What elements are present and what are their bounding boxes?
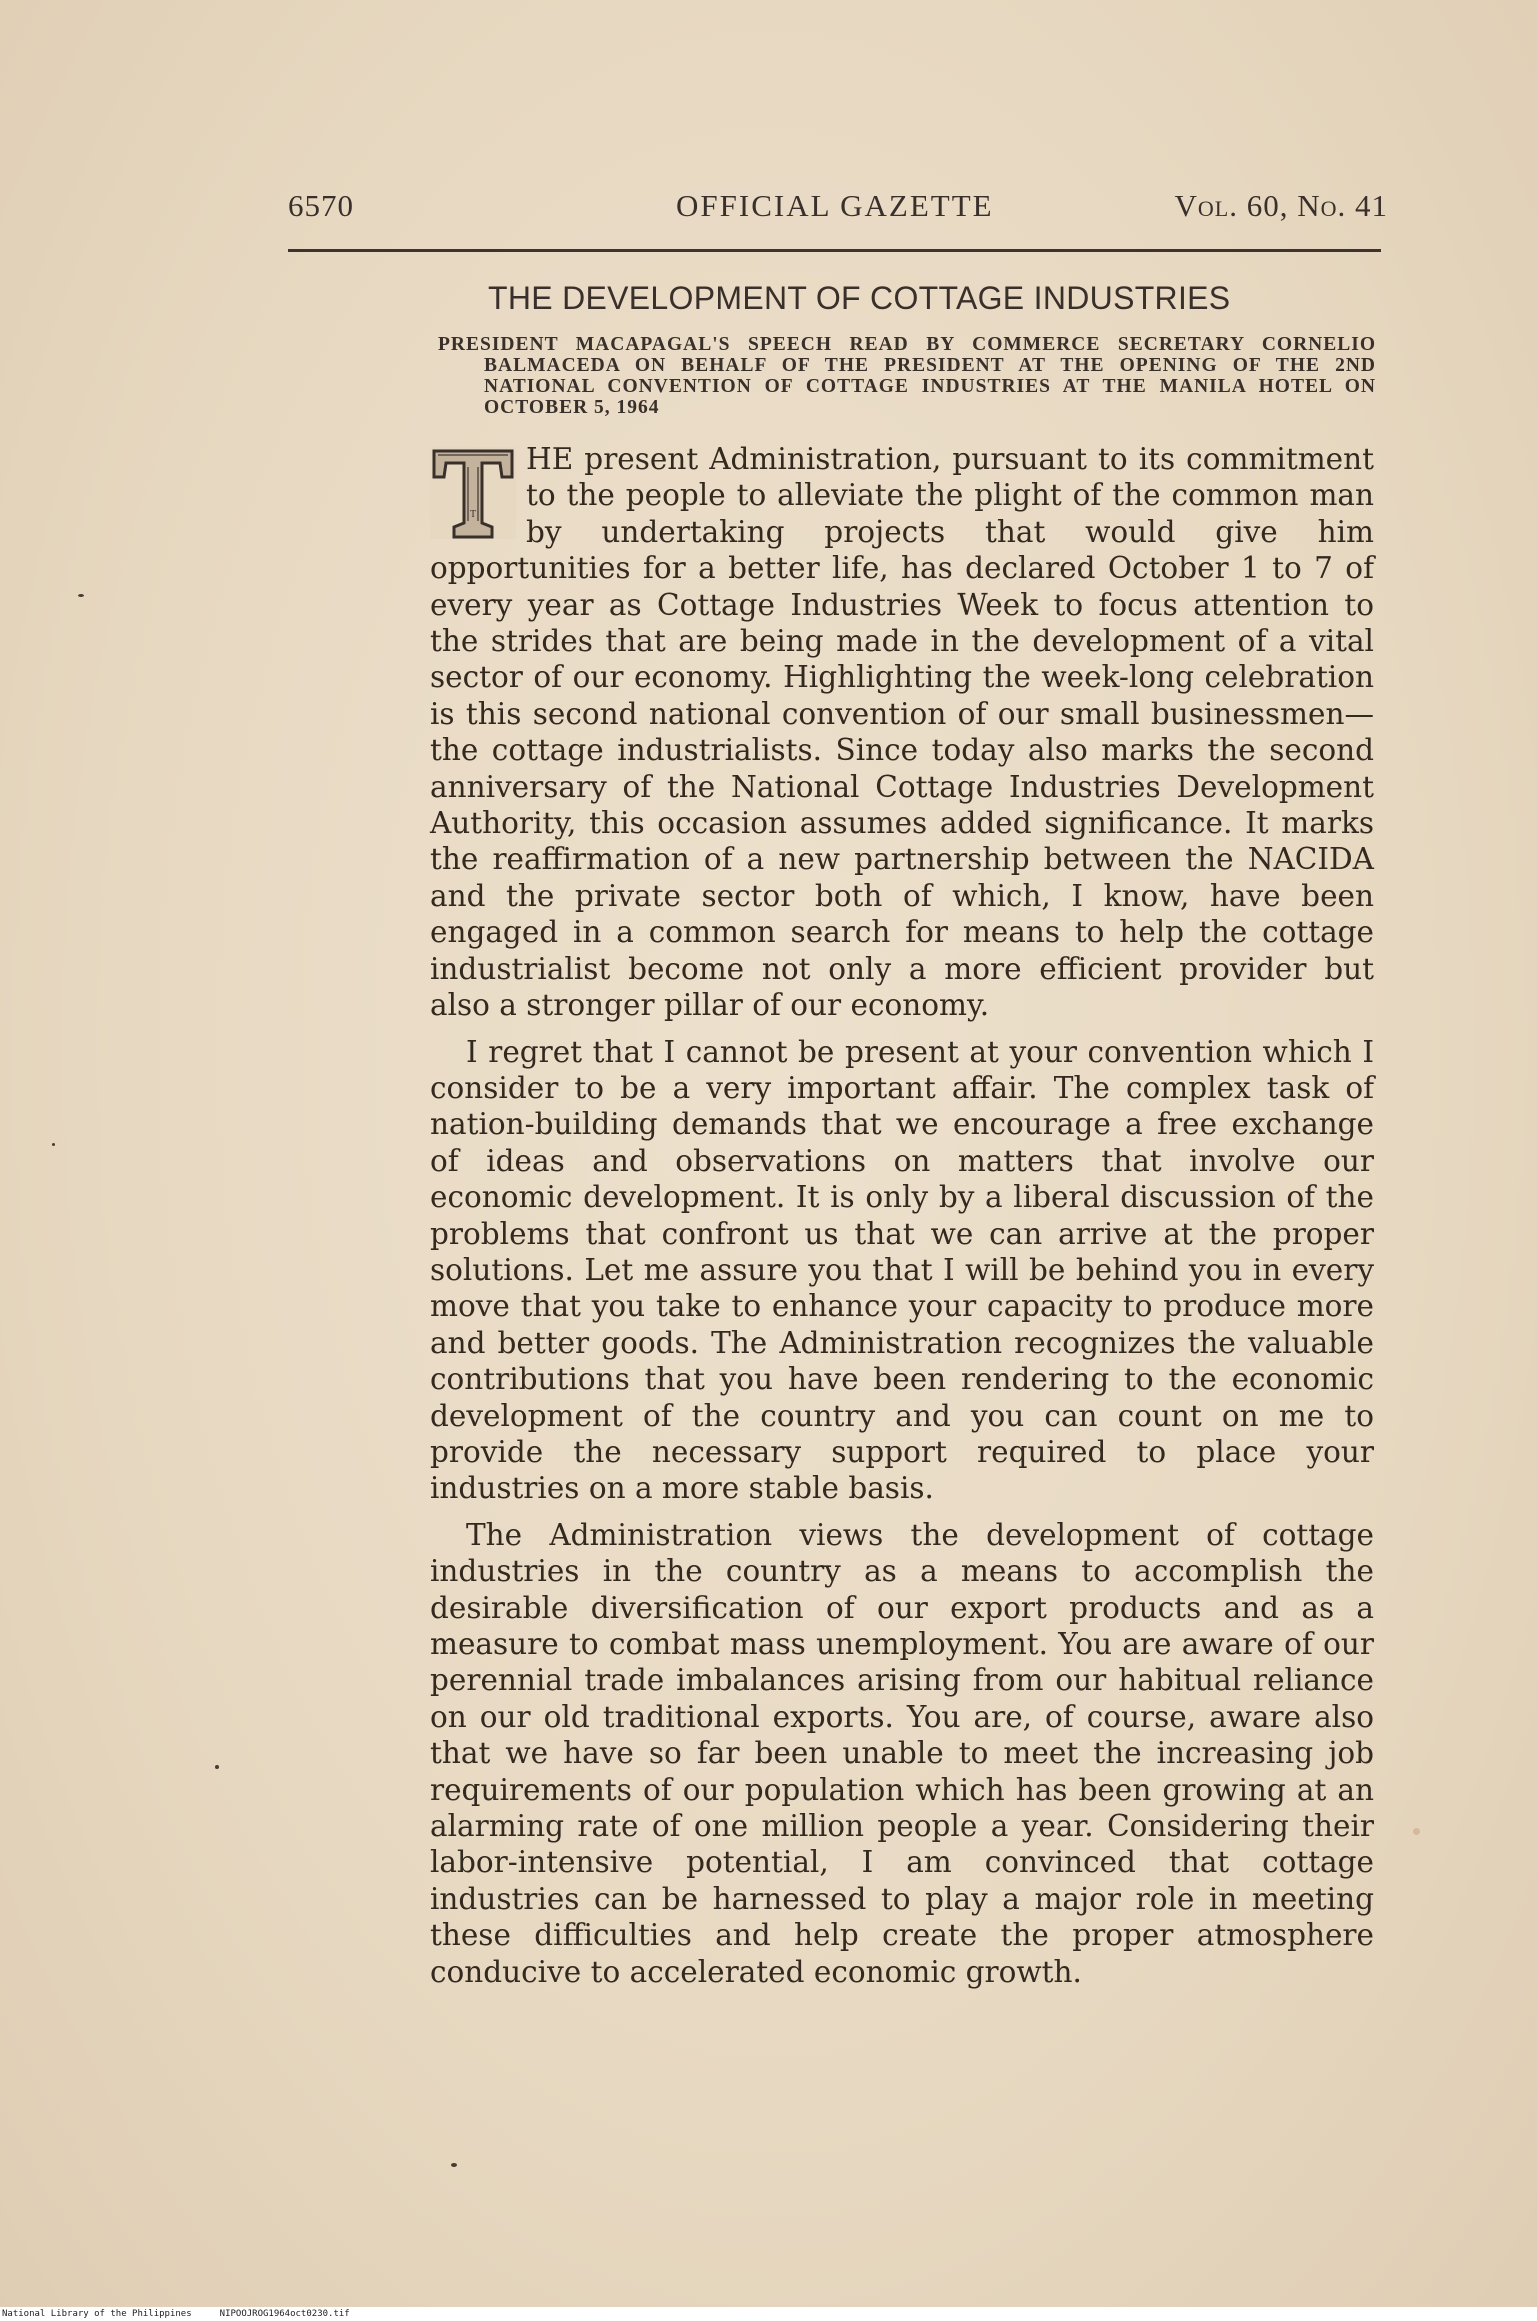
scan-speck	[78, 594, 84, 597]
drop-cap	[430, 445, 516, 541]
paragraph-1	[430, 441, 1374, 1024]
scan-footer	[0, 2307, 1537, 2321]
paragraph-3: The Administration views the development of cottage industries in the country as a means to accomplish the desirable diversification of our export products and as a measure to combat mass unemployment. You are aware of our perennial trade imbalances arising from our habitual reliance on our old traditional exports. You are, of course, aware also that we have so far been unable to meet the increasing job requirements of our population which has been growing at an alarming rate of one million people a year. Considering their labor-intensive potential, I am convinced that cottage industries can be harnessed to play a major role in meeting these difficulties and help create the proper atmosphere conducive to accelerated economic growth.	[430, 1517, 1374, 1989]
article-body	[430, 441, 1374, 2000]
article-subtitle: PRESIDENT MACAPAGAL'S SPEECH READ BY COMMERCE SECRETARY CORNELIO BALMACEDA ON BEHALF OF THE PRESIDENT AT THE OPENING OF THE 2ND NATIONAL CONVENTION OF COTTAGE INDUSTRIES AT THE MANILA HOTEL ON OCTOBER 5, 1964	[438, 334, 1376, 418]
scan-speck	[52, 1143, 55, 1146]
paragraph-1-text: HE present Administration, pursuant to its commitment to the people to alleviate the plight of the common man by undertaking projects that would give him opportunities for a better life, has declared October 1 to 7 of every year as Cottage Industries Week to focus attention to the strides that are being made in the development of a vital sector of our economy. Highlighting the week-long celebration is this second national convention of our small businessmen—the cottage industrialists. Since today also marks the second anniversary of the National Cottage Industries Development Authority, this occasion assumes added significance. It marks the reaffirmation of a new partnership between the NACIDA and the private sector both of which, I know, have been engaged in a common search for means to help the cottage industrialist become not only a more efficient provider but also a stronger pillar of our economy.	[430, 442, 1374, 1023]
page-number: 6570	[288, 188, 354, 223]
paragraph-2: I regret that I cannot be present at your convention which I consider to be a very important affair. The complex task of nation-building demands that we encourage a free exchange of ideas and observations on matters that involve our economic development. It is only by a liberal discussion of the problems that confront us that we can arrive at the proper solutions. Let me assure you that I will be behind you in every move that you take to enhance your capacity to produce more and better goods. The Administration recognizes the valuable contributions that you have been rendering to the economic development of the country and you can count on me to provide the necessary support required to place your industries on a more stable basis.	[430, 1034, 1374, 1506]
scan-speck	[1413, 1828, 1420, 1835]
drop-cap-letter: T	[469, 509, 477, 520]
footer-file: NIPOOJROG1964oct0230.tif	[219, 2309, 350, 2319]
running-header	[288, 188, 1388, 234]
drop-cap-graphic	[430, 445, 516, 541]
article-title: THE DEVELOPMENT OF COTTAGE INDUSTRIES	[488, 280, 1231, 316]
publication-title: OFFICIAL GAZETTE	[676, 188, 994, 223]
header-rule	[288, 249, 1381, 252]
volume-number: Vol. 60, No. 41	[1174, 188, 1388, 223]
scan-speck	[451, 2163, 457, 2167]
scan-speck	[215, 1765, 219, 1769]
footer-library: National Library of the Philippines	[2, 2309, 192, 2319]
